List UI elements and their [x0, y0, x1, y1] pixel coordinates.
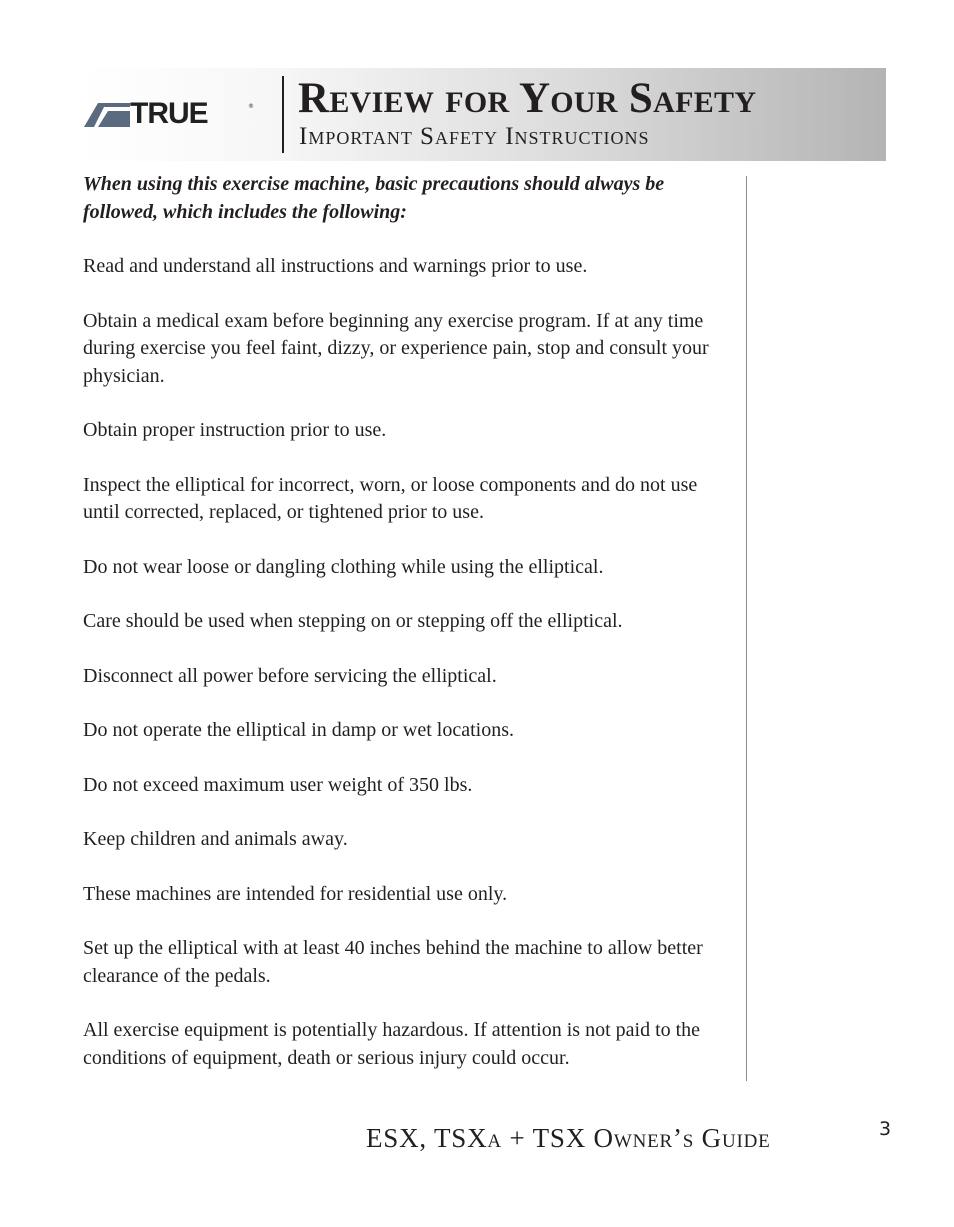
instruction-item: Keep children and animals away. [83, 828, 348, 850]
instruction-item: Read and understand all instructions and warnings prior to use. [83, 255, 588, 277]
intro-text: When using this exercise machine, basic precautions should always be followed, which includes the following: [83, 173, 665, 223]
instruction-item: Do not wear loose or dangling clothing while using the elliptical. [83, 555, 604, 578]
header-divider [282, 76, 284, 153]
instruction-item: Do not exceed maximum user weight of 350 lbs. [83, 773, 473, 796]
page-number: 3 [879, 1118, 892, 1140]
column-rule [746, 176, 747, 1081]
true-logo-mark-icon [84, 103, 130, 127]
instruction-item: All exercise equipment is potentially hazardous. If attention is not paid to the conditions of equipment, death or serious injury could occur. [83, 1019, 701, 1069]
logo-registered-mark: ® [248, 103, 254, 110]
instruction-item: Disconnect all power before servicing the elliptical. [83, 664, 497, 687]
page-title: Review for Your Safety [298, 75, 757, 122]
instruction-item: Obtain proper instruction prior to use. [83, 419, 387, 441]
logo-text: TRUE [130, 97, 208, 130]
instruction-item: Do not operate the elliptical in damp or wet locations. [83, 719, 514, 741]
footer-guide-title: ESX, TSXa + TSX Owner’s Guide [366, 1123, 771, 1153]
page-subtitle: Important Safety Instructions [299, 123, 650, 150]
true-logo [84, 97, 254, 130]
instruction-item: Inspect the elliptical for incorrect, worn, or loose components and do not use until corrected, replaced, or tightened prior to use. [83, 473, 698, 523]
instruction-item: These machines are intended for residential use only. [83, 882, 508, 905]
instruction-item: Obtain a medical exam before beginning any exercise program. If at any time during exercise you feel faint, dizzy, or experience pain, stop and consult your physician. [83, 309, 709, 387]
instruction-item: Care should be used when stepping on or stepping off the elliptical. [83, 610, 623, 632]
safety-instructions [83, 171, 733, 1099]
instruction-item: Set up the elliptical with at least 40 inches behind the machine to allow better clearance of the pedals. [83, 937, 703, 987]
